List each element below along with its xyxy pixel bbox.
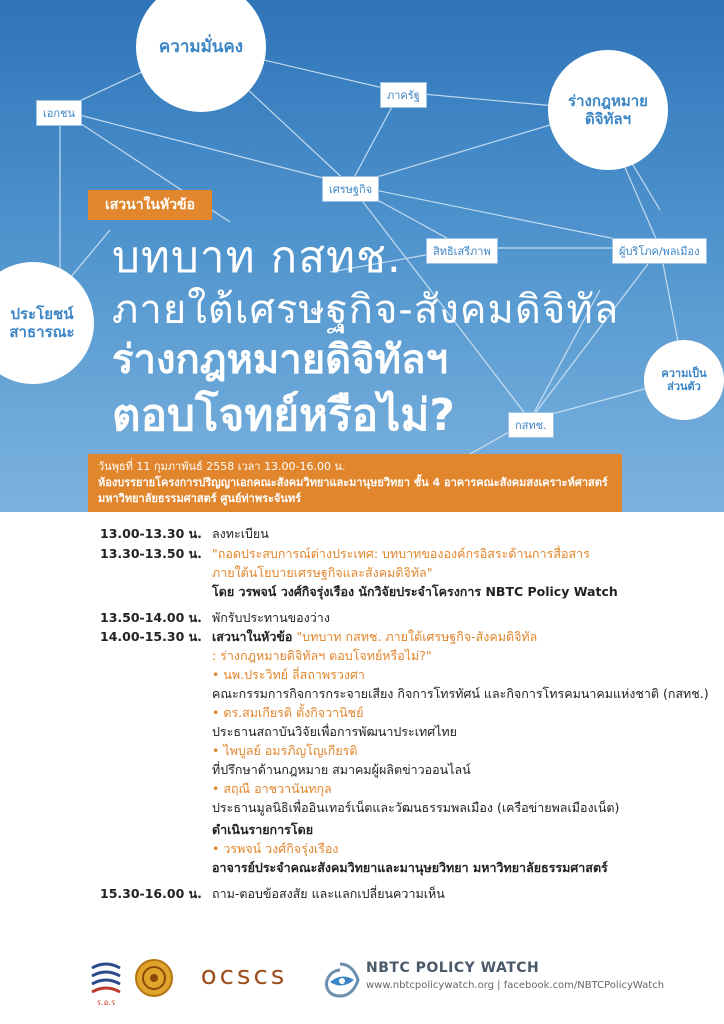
logo1-text: ร.อ.ร [96,998,116,1007]
university-seal-icon [134,958,174,998]
title-line-1: บทบาท กสทช. [112,232,402,283]
topic-badge: เสวนาในหัวข้อ [88,190,212,220]
tag-consumer: ผู้บริโภค/พลเมือง [612,238,707,264]
event-venue-1: ห้องบรรยายโครงการปริญญาเอกคณะสังคมวิทยาและมานุษยวิทยา ชั้น 4 อาคารคณะสังคมสงเคราะห์ศาสตร์ [98,476,608,489]
schedule-time: 13.00-13.30 น. [100,526,202,541]
panel-prefix: เสวนาในหัวข้อ [212,629,293,644]
panelist-name: • ไพบูลย์ อมรภิญโญเกียรติ [212,743,358,758]
panel-topic: : ร่างกฎหมายดิจิทัลฯ ตอบโจทย์หรือไม่?" [212,648,432,663]
node-privacy: ความเป็น ส่วนตัว [644,340,724,420]
node-digital-law: ร่างกฎหมาย ดิจิทัลฯ [548,50,668,170]
schedule-desc: ลงทะเบียน [212,526,269,541]
tag-economy: เศรษฐกิจ [322,176,379,202]
panelist-name: • สฤณี อาชวานันทกุล [212,781,332,796]
schedule-time: 14.00-15.30 น. [100,629,202,644]
schedule-time: 13.50-14.00 น. [100,610,202,625]
node-public-benefit: ประโยชน์ สาธารณะ [0,262,94,384]
tdri-logo-icon [88,958,124,1008]
tag-private: เอกชน [36,100,82,126]
event-info-box [88,454,622,512]
brand-name: NBTC POLICY WATCH [366,960,540,976]
title-line-3: ร่างกฎหมายดิจิทัลฯ [112,337,448,383]
nbtc-policy-watch-logo-icon [320,960,360,1000]
schedule-desc: พักรับประทานของว่าง [212,610,330,625]
schedule-time: 13.30-13.50 น. [100,546,202,561]
schedule-time: 15.30-16.00 น. [100,886,202,901]
logo3-text: ocscs [200,961,288,991]
panelist-name: • นพ.ประวิทย์ ลี่สถาพรวงศา [212,667,365,682]
event-venue-2: มหาวิทยาลัยธรรมศาสตร์ ศูนย์ท่าพระจันทร์ [98,492,302,505]
title-line-2: ภายใต้เศรษฐกิจ-สังคมดิจิทัล [112,287,620,333]
panelist-role: ประธานมูลนิธิเพื่ออินเทอร์เน็ตและวัฒนธรรมพลเมือง (เครือข่ายพลเมืองเน็ต) [212,800,620,815]
ocscs-logo-icon [186,960,302,996]
event-datetime: วันพุธที่ 11 กุมภาพันธ์ 2558 เวลา 13.00-16.00 น. [98,460,346,473]
schedule-desc: ถาม-ตอบข้อสงสัย และแลกเปลี่ยนความเห็น [212,886,445,901]
tag-state: ภาครัฐ [380,82,427,108]
tag-rights: สิทธิเสรีภาพ [426,238,498,264]
moderator-role: อาจารย์ประจำคณะสังคมวิทยาและมานุษยวิทยา มหาวิทยาลัยธรรมศาสตร์ [212,860,608,875]
brand-url[interactable]: www.nbtcpolicywatch.org | facebook.com/NBTCPolicyWatch [366,980,665,991]
schedule-desc [212,627,537,647]
tag-nbtc: กสทช. [508,412,554,438]
node-security: ความมั่นคง [136,0,266,112]
schedule-desc: "ถอดประสบการณ์ต่างประเทศ: บทบาทขององค์กรอิสระด้านการสื่อสาร [212,546,590,561]
panelist-role: คณะกรรมการกิจการกระจายเสียง กิจการโทรทัศน์ และกิจการโทรคมนาคมแห่งชาติ (กสทช.) [212,686,709,701]
panel-topic: "บทบาท กสทช. ภายใต้เศรษฐกิจ-สังคมดิจิทัล [292,629,538,644]
title-line-4: ตอบโจทย์หรือไม่? [112,390,455,441]
panelist-role: ที่ปรึกษาด้านกฎหมาย สมาคมผู้ผลิตข่าวออนไลน์ [212,762,471,777]
moderator-label: ดำเนินรายการโดย [212,822,314,837]
panelist-name: • ดร.สมเกียรติ ตั้งกิจวานิชย์ [212,705,364,720]
moderator-name: • วรพจน์ วงศ์กิจรุ่งเรือง [212,841,339,856]
speaker-line: โดย วรพจน์ วงศ์กิจรุ่งเรือง นักวิจัยประจำโครงการ NBTC Policy Watch [212,584,618,599]
panelist-role: ประธานสถาบันวิจัยเพื่อการพัฒนาประเทศไทย [212,724,457,739]
schedule-desc: ภายใต้นโยบายเศรษฐกิจและสังคมดิจิทัล" [212,565,433,580]
